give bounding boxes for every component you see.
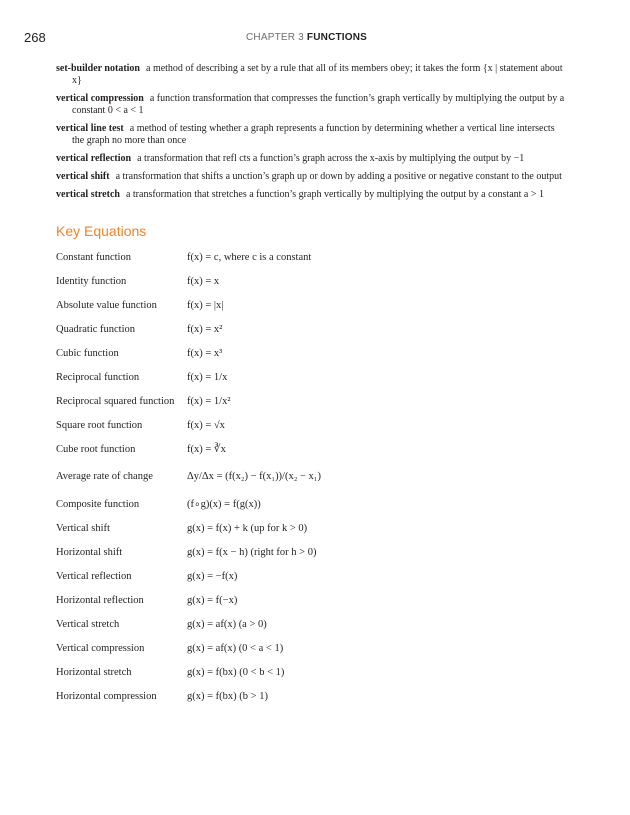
equation-row <box>56 639 536 659</box>
equation-row <box>56 296 536 316</box>
glossary-definition: a method of describing a set by a rule that all of its members obey; it takes the form {x | statement about x} <box>72 63 563 86</box>
equation-formula: g(x) = f(bx) (0 < b < 1) <box>187 667 285 678</box>
equation-row <box>56 543 536 563</box>
equation-row <box>56 416 536 436</box>
equation-formula: f(x) = ∛x <box>187 444 226 455</box>
equation-name: Absolute value function <box>56 300 157 311</box>
glossary-entry <box>56 123 566 147</box>
equation-name: Square root function <box>56 420 143 431</box>
glossary-entry <box>56 171 566 183</box>
glossary-term: vertical compression <box>56 93 144 104</box>
equation-row <box>56 272 536 292</box>
equation-name: Constant function <box>56 252 131 263</box>
equation-name: Horizontal compression <box>56 691 157 702</box>
equation-formula: f(x) = x <box>187 276 220 287</box>
glossary-entry <box>56 93 566 117</box>
glossary-term: set-builder notation <box>56 63 140 74</box>
equation-row <box>56 344 536 364</box>
equation-name: Average rate of change <box>56 471 153 482</box>
equation-row <box>56 615 536 635</box>
equation-name: Identity function <box>56 276 127 287</box>
equation-row <box>56 392 536 412</box>
equation-name: Reciprocal squared function <box>56 396 175 407</box>
equation-name: Horizontal stretch <box>56 667 132 678</box>
equation-row <box>56 495 536 515</box>
equation-formula: Δy/Δx = (f(x₂) − f(x₁))/(x₂ − x₁) <box>187 471 321 482</box>
key-equations-title: Key Equations <box>56 223 147 239</box>
glossary-term: vertical reflection <box>56 153 132 164</box>
running-head <box>246 32 367 43</box>
equation-formula: g(x) = af(x) (0 < a < 1) <box>187 643 284 654</box>
glossary-entry <box>56 63 566 87</box>
chapter-label: CHAPTER 3 <box>246 32 304 43</box>
equation-row <box>56 368 536 388</box>
equation-name: Vertical shift <box>56 523 110 534</box>
equation-formula: g(x) = f(−x) <box>187 595 238 606</box>
equation-row <box>56 663 536 683</box>
equation-row <box>56 467 536 487</box>
page-number: 268 <box>24 30 46 45</box>
equation-row <box>56 519 536 539</box>
equation-formula: f(x) = |x| <box>187 300 224 311</box>
equation-formula: g(x) = f(x − h) (right for h > 0) <box>187 547 317 558</box>
equation-row <box>56 567 536 587</box>
equation-name: Quadratic function <box>56 324 136 335</box>
equation-formula: f(x) = √x <box>187 420 225 431</box>
equation-formula: f(x) = x³ <box>187 348 223 359</box>
glossary-definition: a function transformation that compresses the function’s graph vertically by multiplying the output by a constant 0 < a < 1 <box>72 93 565 116</box>
equation-formula: f(x) = x² <box>187 324 223 335</box>
equation-formula: g(x) = −f(x) <box>187 571 238 582</box>
glossary-term: vertical line test <box>56 123 124 134</box>
glossary-term: vertical shift <box>56 171 110 182</box>
equation-name: Cubic function <box>56 348 119 359</box>
equation-formula: g(x) = f(x) + k (up for k > 0) <box>187 523 308 534</box>
glossary-definition: a transformation that refl cts a function’s graph across the x-axis by multiplying the output by −1 <box>137 153 525 164</box>
equation-name: Composite function <box>56 499 140 510</box>
equation-row <box>56 320 536 340</box>
section-label: FUNCTIONS <box>306 32 368 43</box>
equation-row <box>56 591 536 611</box>
glossary-definition: a method of testing whether a graph represents a function by determining whether a vertical line intersects the graph no more than once <box>72 123 555 146</box>
equation-formula: f(x) = c, where c is a constant <box>187 252 312 263</box>
equation-name: Cube root function <box>56 444 136 455</box>
glossary-list <box>56 63 566 207</box>
equation-name: Horizontal shift <box>56 547 123 558</box>
equation-name: Vertical stretch <box>56 619 120 630</box>
equation-formula: (f∘g)(x) = f(g(x)) <box>187 499 261 510</box>
equation-name: Reciprocal function <box>56 372 140 383</box>
equation-formula: f(x) = 1/x <box>187 372 228 383</box>
glossary-term: vertical stretch <box>56 189 120 200</box>
equation-row <box>56 248 536 268</box>
equation-formula: f(x) = 1/x² <box>187 396 231 407</box>
glossary-definition: a transformation that shifts a unction’s graph up or down by adding a positive or negative constant to the output <box>115 171 562 182</box>
equation-row <box>56 440 536 460</box>
equation-row <box>56 687 536 707</box>
equation-formula: g(x) = af(x) (a > 0) <box>187 619 267 630</box>
equation-formula: g(x) = f(bx) (b > 1) <box>187 691 268 702</box>
glossary-definition: a transformation that stretches a function’s graph vertically by multiplying the output by a constant a > 1 <box>125 189 544 200</box>
equation-name: Vertical compression <box>56 643 145 654</box>
equation-name: Vertical reflection <box>56 571 132 582</box>
equation-name: Horizontal reflection <box>56 595 144 606</box>
glossary-entry <box>56 189 566 201</box>
glossary-entry <box>56 153 566 165</box>
